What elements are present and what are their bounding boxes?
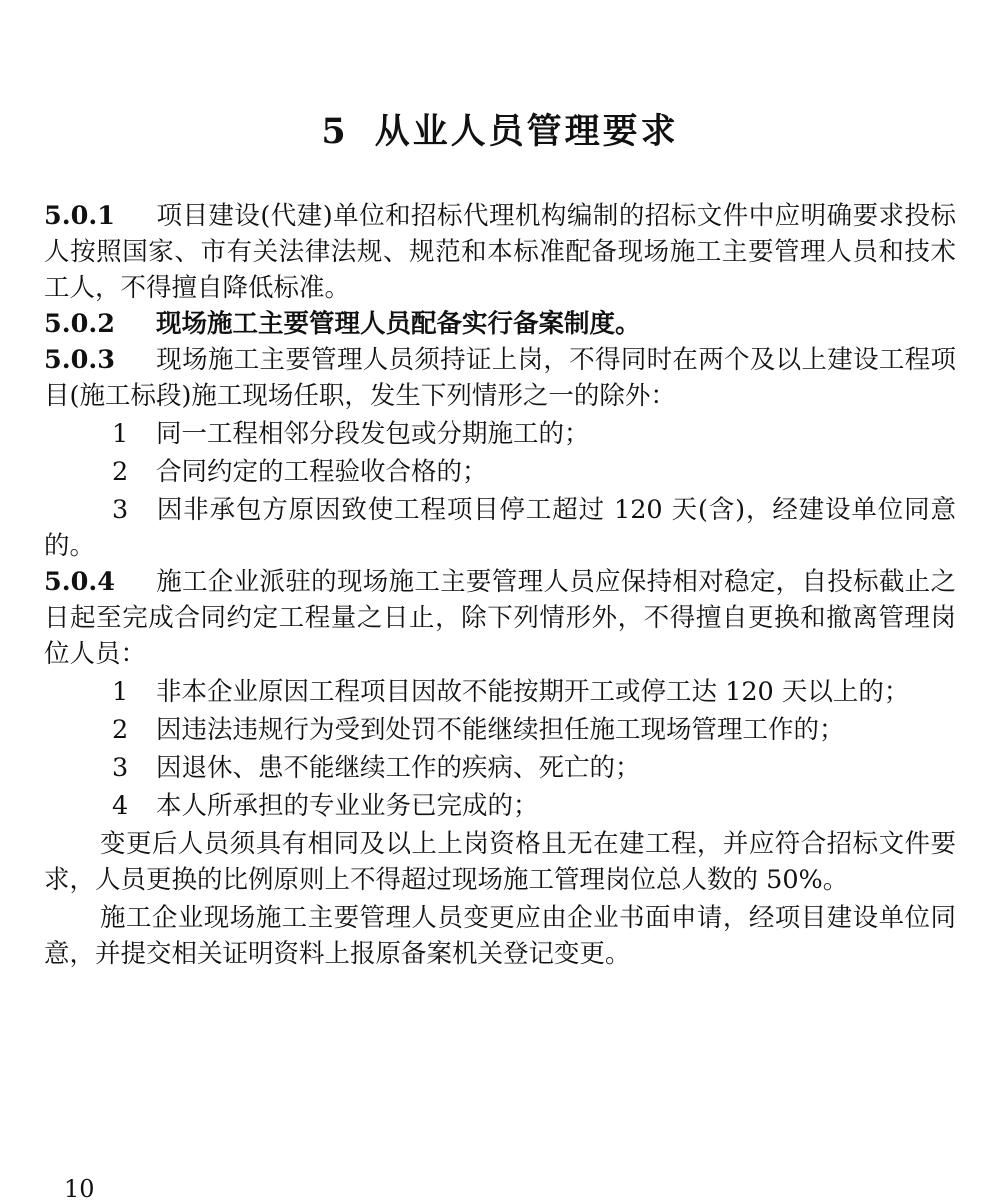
clause-number: 5.0.1 bbox=[44, 201, 115, 231]
item-text: 同一工程相邻分段发包或分期施工的； bbox=[156, 419, 590, 449]
list-item bbox=[44, 416, 956, 452]
clause-text: 项目建设(代建)单位和招标代理机构编制的招标文件中应明确要求投标人按照国家、市有关法律法规、规范和本标准配备现场施工主要管理人员和技术工人，不得擅自降低标准。 bbox=[44, 201, 956, 303]
page-number: 10 bbox=[64, 1175, 95, 1203]
clause-number: 5.0.3 bbox=[44, 345, 115, 375]
list-item bbox=[44, 750, 956, 786]
item-text: 因违法违规行为受到处罚不能继续担任施工现场管理工作的； bbox=[156, 715, 845, 745]
item-number: 2 bbox=[112, 715, 129, 745]
list-item bbox=[44, 712, 956, 748]
section-title-text: 从业人员管理要求 bbox=[374, 111, 679, 152]
section-number: 5 bbox=[321, 111, 349, 152]
item-number: 1 bbox=[112, 419, 129, 449]
clause-text: 施工企业派驻的现场施工主要管理人员应保持相对稳定，自投标截止之日起至完成合同约定工程量之日止，除下列情形外，不得擅自更换和撤离管理岗位人员： bbox=[44, 567, 956, 669]
list-item bbox=[44, 454, 956, 490]
item-number: 2 bbox=[112, 457, 129, 487]
paragraph-personnel-change-procedure: 施工企业现场施工主要管理人员变更应由企业书面申请，经项目建设单位同意，并提交相关证明资料上报原备案机关登记变更。 bbox=[44, 903, 956, 969]
item-number: 3 bbox=[112, 753, 129, 783]
item-text: 合同约定的工程验收合格的； bbox=[156, 457, 488, 487]
item-text: 因退休、患不能继续工作的疾病、死亡的； bbox=[156, 753, 641, 783]
clause-text: 现场施工主要管理人员配备实行备案制度。 bbox=[156, 309, 641, 339]
item-text: 因非承包方原因致使工程项目停工超过 120 天(含)，经建设单位同意的。 bbox=[44, 495, 956, 561]
clause-number: 5.0.2 bbox=[44, 309, 115, 339]
list-item bbox=[44, 788, 956, 824]
list-item bbox=[44, 674, 956, 710]
list-item bbox=[44, 492, 956, 564]
item-text: 本人所承担的专业业务已完成的； bbox=[156, 791, 539, 821]
clause-number: 5.0.4 bbox=[44, 567, 115, 597]
item-number: 3 bbox=[112, 495, 129, 525]
item-number: 4 bbox=[112, 791, 129, 821]
item-number: 1 bbox=[112, 677, 129, 707]
clause-5-0-1 bbox=[44, 198, 956, 306]
clause-5-0-4 bbox=[44, 564, 956, 672]
clause-5-0-3 bbox=[44, 342, 956, 414]
paragraph-personnel-change-qualification: 变更后人员须具有相同及以上上岗资格且无在建工程，并应符合招标文件要求，人员更换的比例原则上不得超过现场施工管理岗位总人数的 50%。 bbox=[44, 829, 956, 895]
clause-text: 现场施工主要管理人员须持证上岗，不得同时在两个及以上建设工程项目(施工标段)施工现场任职，发生下列情形之一的除外： bbox=[44, 345, 956, 411]
clause-5-0-2 bbox=[44, 306, 956, 342]
item-text: 非本企业原因工程项目因故不能按期开工或停工达 120 天以上的； bbox=[156, 677, 910, 707]
section-title bbox=[0, 108, 1000, 156]
document-body bbox=[44, 198, 956, 972]
